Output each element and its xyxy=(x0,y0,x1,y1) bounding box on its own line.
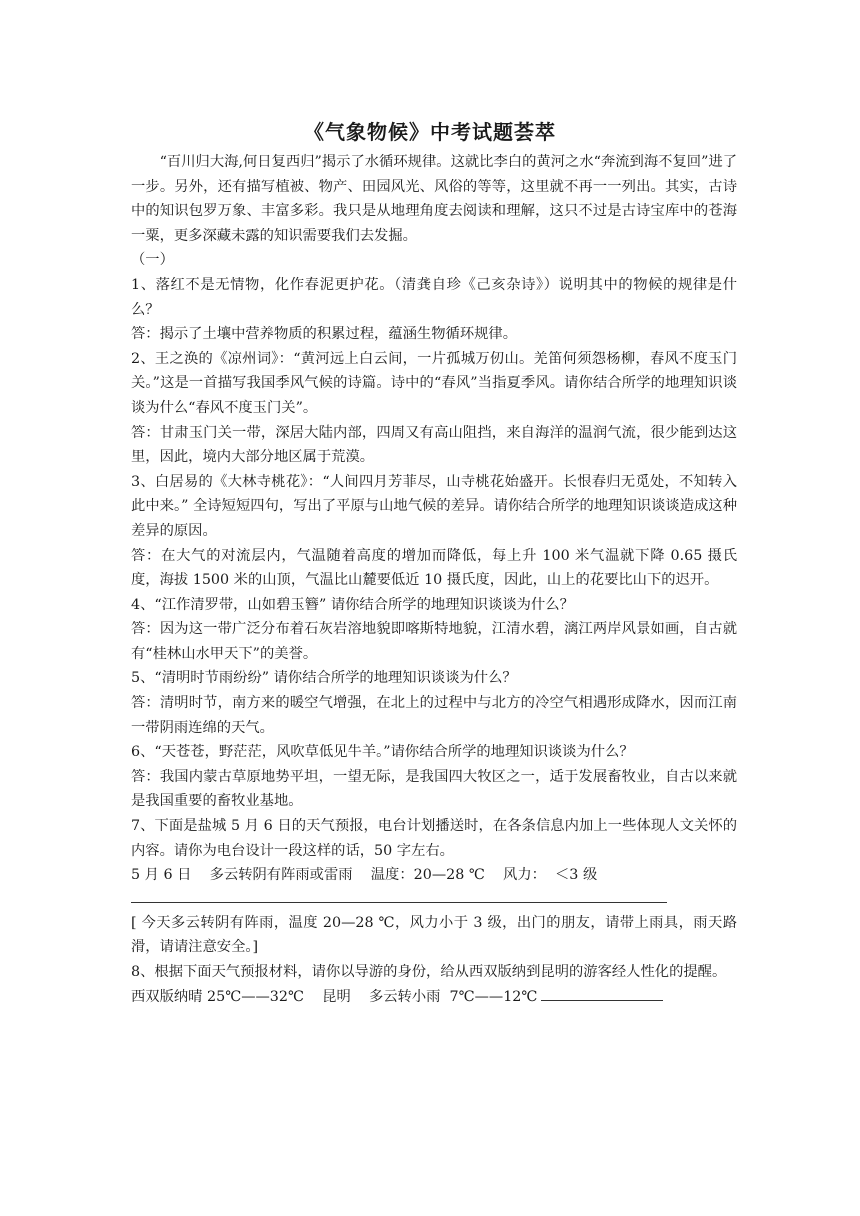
document-body xyxy=(131,150,737,1009)
answer-6: 答：我国内蒙古草原地势平坦，一望无际，是我国四大牧区之一，适于发展畜牧业，自古以来就是我国重要的畜牧业基地。 xyxy=(131,768,737,810)
section-label: （一） xyxy=(131,252,174,269)
answer-blank-8 xyxy=(541,988,663,1001)
intro-paragraph: “百川归大海,何日复西归”揭示了水循环规律。这就比李白的黄河之水“奔流到海不复回”进了一步。另外，还有描写植被、物产、田园风光、风俗的等等，这里就不再一一列出。其实，古诗中的知识包罗万象、丰富多彩。我只是从地理角度去阅读和理解，这只不过是古诗宝库中的苍海一粟，更多深藏未露的知识需要我们去发掘。 xyxy=(131,154,737,244)
forecast-7: 5 月 6 日 多云转阴有阵雨或雷雨 温度：20—28 ℃ 风力： ＜3 级 xyxy=(131,867,598,884)
answer-line-divider xyxy=(131,902,667,903)
answer-2: 答：甘肃玉门关一带，深居大陆内部，四周又有高山阻挡，来自海洋的温润气流，很少能到达这里，因此，境内大部分地区属于荒漠。 xyxy=(131,424,737,466)
question-8: 8、根据下面天气预报材料，请你以导游的身份，给从西双版纳到昆明的游客经人性化的提醒。 xyxy=(131,964,727,980)
question-2: 2、王之涣的《凉州词》：“黄河远上白云间，一片孤城万仞山。羌笛何须怨杨柳，春风不度玉门关。”这是一首描写我国季风气候的诗篇。诗中的“春风”当指夏季风。请你结合所学的地理知识谈谈为什么“春风不度玉门关”。 xyxy=(131,350,737,416)
question-1: 1、落红不是无情物，化作春泥更护花。（清龚自珍《己亥杂诗》）说明其中的物候的规律是什么？ xyxy=(131,276,737,318)
question-4: 4、“江作清罗带，山如碧玉簪” 请你结合所学的地理知识谈谈为什么？ xyxy=(131,596,574,613)
question-6: 6、“天苍苍，野茫茫，风吹草低见牛羊。”请你结合所学的地理知识谈谈为什么？ xyxy=(131,744,634,761)
question-3: 3、白居易的《大林寺桃花》：“人间四月芳菲尽，山寺桃花始盛开。长恨春归无觅处，不知转入此中来。” 全诗短短四句，写出了平原与山地气候的差异。请你结合所学的地理知识谈谈造成这种差异的原因。 xyxy=(131,473,737,539)
forecast-8-line xyxy=(131,985,737,1010)
answer-4: 答：因为这一带广泛分布着石灰岩溶地貌即喀斯特地貌，江清水碧，漓江两岸风景如画，自古就有“桂林山水甲天下”的美誉。 xyxy=(131,621,737,662)
page-title: 《气象物候》中考试题荟萃 xyxy=(304,120,556,144)
answer-1: 答：揭示了土壤中营养物质的积累过程，蕴涵生物循环规律。 xyxy=(131,326,518,343)
forecast-8: 西双版纳晴 25℃——32℃ 昆明 多云转小雨 7℃——12℃ xyxy=(131,988,538,1005)
answer-5: 答：清明时节，南方来的暖空气增强，在北上的过程中与北方的冷空气相遇形成降水，因而江南一带阴雨连绵的天气。 xyxy=(131,695,737,736)
question-5: 5、“清明时节雨纷纷” 请你结合所学的地理知识谈谈为什么？ xyxy=(131,670,517,687)
question-7: 7、下面是盐城 5 月 6 日的天气预报，电台计划播送时，在各条信息内加上一些体现人文关怀的内容。请你为电台设计一段这样的话，50 字左右。 xyxy=(131,818,737,859)
answer-7: [ 今天多云转阴有阵雨，温度 20—28 ℃，风力小于 3 级，出门的朋友，请带上雨具，雨天路滑，请请注意安全。] xyxy=(131,914,737,956)
answer-3: 答：在大气的对流层内，气温随着高度的增加而降低，每上升 100 米气温就下降 0.65 摄氏度，海拔 1500 米的山顶，气温比山麓要低近 10 摄氏度，因此，山上的花要比山下的迟开。 xyxy=(131,547,737,589)
